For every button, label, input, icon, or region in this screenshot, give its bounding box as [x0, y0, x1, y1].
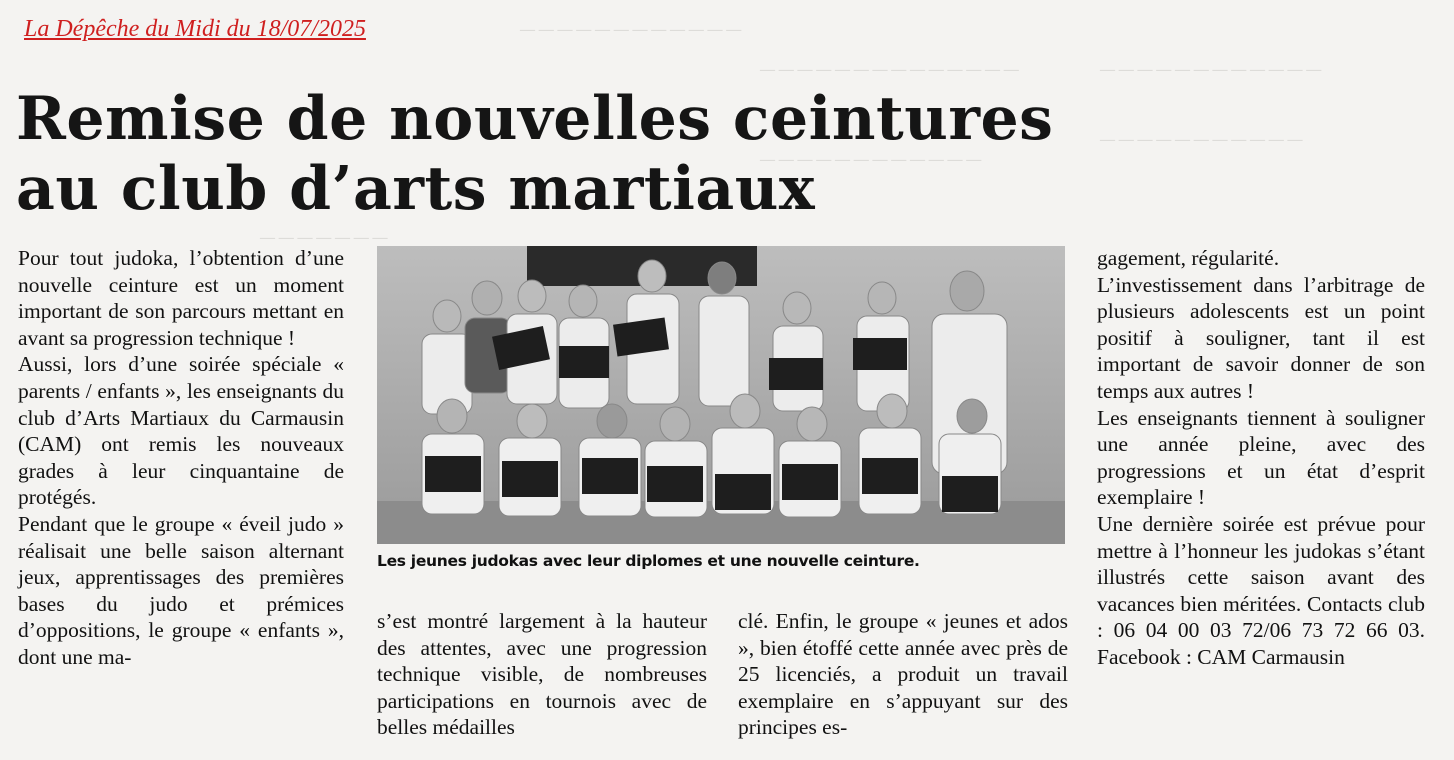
headline-line-1: Remise de nouvelles ceintures [16, 84, 1054, 154]
headline [16, 84, 1053, 224]
paragraph: s’est montré largement à la hauteur des attentes, avec une progression technique visible, de nombreuses participations en tournois avec de belles médailles [377, 609, 707, 740]
article-column-4 [1097, 245, 1425, 671]
paragraph: Une dernière soirée est prévue pour mettre à l’honneur les judokas s’étant illustrés cette saison avant des vacances bien méritées. Contacts club : 06 04 00 03 72/06 73 72 66 03. Facebook : CAM Carmausin [1097, 511, 1425, 669]
photo-caption: Les jeunes judokas avec leur diplomes et une nouvelle ceinture. [377, 552, 920, 570]
article-column-3 [738, 608, 1068, 741]
paragraph: L’investissement dans l’arbitrage de plusieurs adolescents est un point positif à souligner, tant il est important de savoir donner de son temps aux autres ! [1097, 272, 1425, 403]
paragraph: Les enseignants tiennent à souligner une année pleine, avec des progressions et un état d’esprit exemplaire ! [1097, 405, 1425, 510]
article-column-1 [18, 245, 344, 671]
paragraph: gagement, régularité. [1097, 246, 1280, 270]
paragraph: clé. Enfin, le groupe « jeunes et ados », bien étoffé cette année avec près de 25 licenciés, a produit un travail exemplaire en s’appuyant sur des principes es- [738, 609, 1068, 740]
paragraph: Pendant que le groupe « éveil judo » réalisait une belle saison alternant jeux, apprentissages des premières bases du judo et prémices d’oppositions, le groupe « enfants », dont une ma- [18, 511, 344, 669]
paragraph: Aussi, lors d’une soirée spéciale « parents / enfants », les enseignants du club d’Arts Martiaux du Carmausin (CAM) ont remis les nouveaux grades à leur cinquantaine de protégés. [18, 352, 344, 510]
source-line: La Dépêche du Midi du 18/07/2025 [24, 16, 366, 42]
article-column-2 [377, 608, 707, 741]
paragraph: Pour tout judoka, l’obtention d’une nouvelle ceinture est un moment important de son parcours mettant en avant sa progression technique ! [18, 246, 344, 350]
headline-line-2: au club d’arts martiaux [16, 154, 816, 224]
group-photo [377, 246, 1065, 544]
